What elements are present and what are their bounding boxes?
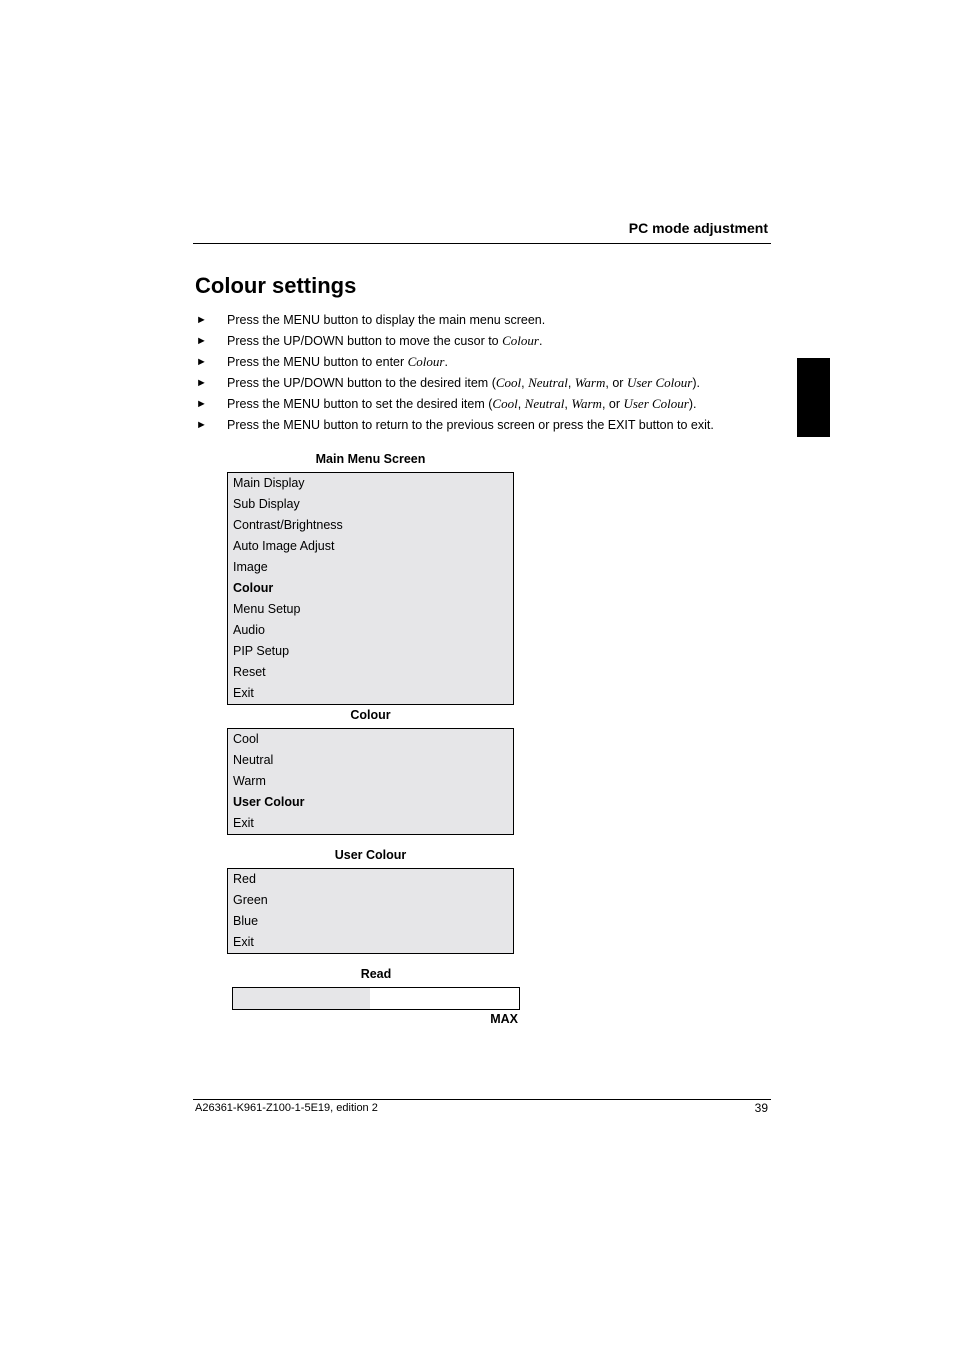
bullet-arrow-icon: ►: [196, 335, 207, 347]
menu-item-blue: Blue: [233, 914, 259, 928]
menu-item-reference: Warm: [571, 396, 602, 411]
menu-item-cool: Cool: [233, 732, 259, 746]
menu-item-main-display: Main Display: [233, 476, 305, 490]
menu-item-user-colour: User Colour: [233, 795, 305, 809]
document-id: A26361-K961-Z100-1-5E19, edition 2: [195, 1102, 378, 1114]
instruction-text: ,: [517, 397, 525, 411]
instruction-text: ,: [564, 397, 572, 411]
instruction-text: Press the MENU button to return to the previous screen or press the EXIT button to exit.: [227, 418, 714, 432]
instruction-text: ,: [521, 376, 529, 390]
instruction-step: [196, 415, 776, 436]
instruction-step: [196, 373, 776, 394]
menu-item-contrast-brightness: Contrast/Brightness: [233, 518, 343, 532]
menu-item-reference: User Colour: [626, 375, 693, 390]
section-header: PC mode adjustment: [628, 220, 768, 236]
chapter-tab-marker: [797, 358, 830, 437]
instruction-step: [196, 352, 776, 373]
menu-item-reset: Reset: [233, 665, 266, 679]
instruction-text: .: [538, 334, 543, 348]
main-menu-box: [227, 472, 514, 705]
menu-item-warm: Warm: [233, 774, 266, 788]
bullet-arrow-icon: ►: [196, 356, 207, 368]
bullet-arrow-icon: ►: [196, 419, 207, 431]
instruction-text: , or: [601, 397, 624, 411]
colour-menu-box: [227, 728, 514, 835]
instruction-text: .: [444, 355, 448, 369]
menu-item-image: Image: [233, 560, 268, 574]
instruction-list: [196, 310, 776, 436]
instruction-text: , or: [605, 376, 627, 390]
menu-item-sub-display: Sub Display: [233, 497, 300, 511]
menu-item-reference: Cool: [492, 396, 518, 411]
menu-item-menu-setup: Menu Setup: [233, 602, 301, 616]
menu-item-neutral: Neutral: [233, 753, 274, 767]
menu-item-exit: Exit: [233, 935, 254, 949]
instruction-text: ).: [692, 376, 700, 390]
level-bar: [232, 987, 520, 1010]
menu-item-reference: Warm: [574, 375, 606, 390]
bullet-arrow-icon: ►: [196, 398, 207, 410]
level-bar-max-label: MAX: [490, 1012, 518, 1026]
user-colour-menu-caption: User Colour: [334, 848, 407, 862]
instruction-step: [196, 331, 776, 352]
footer-rule: [193, 1099, 771, 1100]
menu-item-reference: Neutral: [528, 375, 568, 390]
instruction-text: ,: [567, 376, 575, 390]
menu-item-red: Red: [233, 872, 256, 886]
menu-item-green: Green: [233, 893, 268, 907]
colour-menu-caption: Colour: [350, 708, 391, 722]
level-bar-caption: Read: [360, 967, 392, 981]
bullet-arrow-icon: ►: [196, 314, 207, 326]
instruction-step: [196, 310, 776, 331]
main-menu-caption: Main Menu Screen: [315, 452, 426, 466]
menu-item-audio: Audio: [233, 623, 265, 637]
instruction-text: Press the MENU button to display the main menu screen.: [227, 313, 546, 327]
instruction-text: Press the UP/DOWN button to move the cusor to: [227, 334, 503, 348]
menu-item-exit: Exit: [233, 816, 254, 830]
instruction-step: [196, 394, 776, 415]
menu-item-reference: Colour: [502, 333, 539, 348]
level-bar-fill: [233, 988, 370, 1009]
page-title: Colour settings: [195, 273, 357, 298]
instruction-text: Press the MENU button to enter: [227, 355, 408, 369]
menu-item-reference: Colour: [407, 354, 445, 369]
menu-item-pip-setup: PIP Setup: [233, 644, 290, 658]
bullet-arrow-icon: ►: [196, 377, 207, 389]
menu-item-reference: Cool: [495, 375, 522, 390]
instruction-text: Press the MENU button to set the desired item (: [227, 397, 493, 411]
instruction-text: ).: [688, 397, 697, 411]
user-colour-menu-box: [227, 868, 514, 954]
header-rule: [193, 243, 771, 244]
menu-item-exit: Exit: [233, 686, 254, 700]
instruction-text: Press the UP/DOWN button to the desired item (: [227, 376, 496, 390]
menu-item-reference: Neutral: [524, 396, 565, 411]
menu-item-auto-image-adjust: Auto Image Adjust: [233, 539, 335, 553]
menu-item-colour: Colour: [233, 581, 274, 595]
menu-item-reference: User Colour: [623, 396, 689, 411]
page-number: 39: [754, 1101, 768, 1115]
